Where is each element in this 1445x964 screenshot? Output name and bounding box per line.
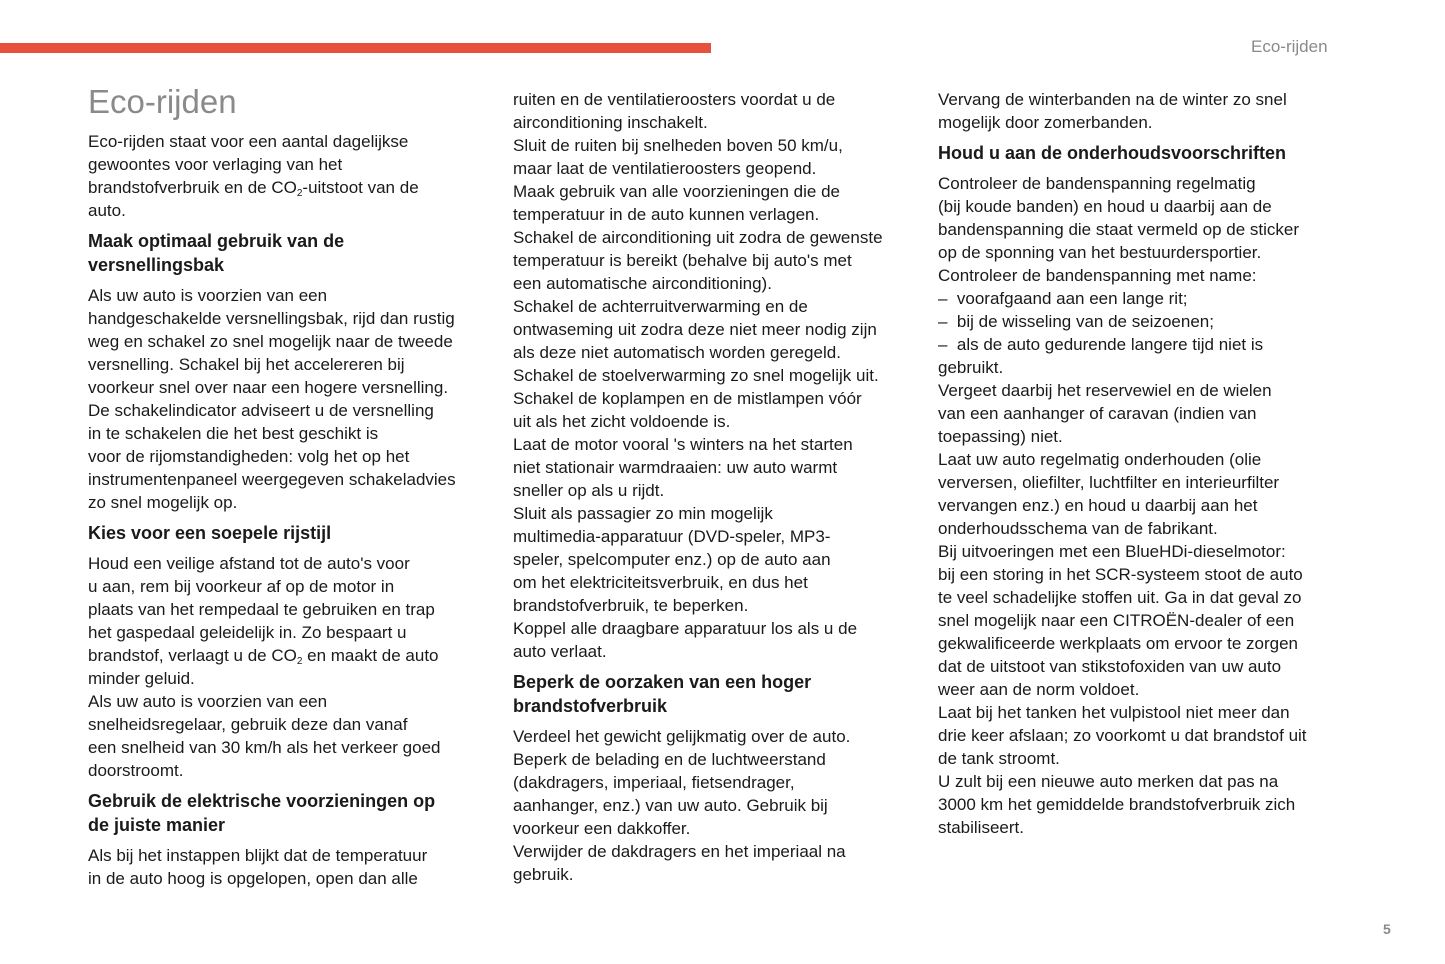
consumption-paragraph-continued xyxy=(938,88,1343,134)
text-line: voor de rijomstandigheden: volg het op het xyxy=(88,447,410,466)
text-line: sneller op als u rijdt. xyxy=(513,481,665,500)
text-line: niet stationair warmdraaien: uw auto warmt xyxy=(513,458,838,477)
section-heading-maintenance: Houd u aan de onderhoudsvoorschriften xyxy=(938,143,1287,163)
text-line: Laat uw auto regelmatig onderhouden (olie xyxy=(938,450,1262,469)
text-line: Beperk de belading en de luchtweerstand xyxy=(513,750,826,769)
text-line: mogelijk door zomerbanden. xyxy=(938,113,1153,132)
text-line: plaats van het rempedaal te gebruiken en trap xyxy=(88,600,435,619)
text-line: brandstof, verlaagt u de CO xyxy=(88,646,297,665)
text-line: maar laat de ventilatieroosters geopend. xyxy=(513,159,817,178)
text-line: versnelling. Schakel bij het accelereren bij xyxy=(88,355,405,374)
text-line: Schakel de stoelverwarming zo snel mogelijk uit. xyxy=(513,366,879,385)
text-line: zo snel mogelijk op. xyxy=(88,493,238,512)
text-line: minder geluid. xyxy=(88,669,195,688)
text-line: Controleer de bandenspanning met name: xyxy=(938,266,1257,285)
text-line: handgeschakelde versnellingsbak, rijd dan rustig xyxy=(88,309,455,328)
intro-line: brandstofverbruik en de CO xyxy=(88,178,297,197)
column-1 xyxy=(88,83,488,890)
text-line: Als uw auto is voorzien van een xyxy=(88,692,328,711)
text-line: van een aanhanger of caravan (indien van xyxy=(938,404,1257,423)
smooth-driving-paragraph xyxy=(88,552,488,782)
intro-line: Eco-rijden staat voor een aantal dagelijkse xyxy=(88,132,409,151)
maintenance-paragraph xyxy=(938,172,1343,839)
text-line: Vergeet daarbij het reservewiel en de wielen xyxy=(938,381,1272,400)
list-item: – als de auto gedurende langere tijd niet is xyxy=(938,335,1264,354)
text-line: bandenspanning die staat vermeld op de sticker xyxy=(938,220,1300,239)
section-heading-electric: Gebruik de elektrische voorzieningen op de juiste manier xyxy=(88,791,436,835)
text-line: ontwaseming uit zodra deze niet meer nodig zijn xyxy=(513,320,877,339)
intro-line: auto. xyxy=(88,201,126,220)
co2-subscript: 2 xyxy=(296,656,303,667)
text-line: drie keer afslaan; zo voorkomt u dat brandstof uit xyxy=(938,726,1307,745)
text-line: Als uw auto is voorzien van een xyxy=(88,286,328,305)
column-3 xyxy=(938,88,1343,839)
text-line: het gaspedaal geleidelijk in. Zo bespaart u xyxy=(88,623,407,642)
text-line: onderhoudsschema van de fabrikant. xyxy=(938,519,1218,538)
text-line: auto verlaat. xyxy=(513,642,607,661)
text-line: gebruik. xyxy=(513,865,574,884)
text-line: gebruikt. xyxy=(938,358,1004,377)
text-line: Controleer de bandenspanning regelmatig xyxy=(938,174,1256,193)
text-line: u aan, rem bij voorkeur af op de motor in xyxy=(88,577,395,596)
text-line: in de auto hoog is opgelopen, open dan alle xyxy=(88,869,418,888)
text-line: Koppel alle draagbare apparatuur los als u de xyxy=(513,619,858,638)
text-line: toepassing) niet. xyxy=(938,427,1063,446)
column-2 xyxy=(513,88,917,886)
text-line: airconditioning inschakelt. xyxy=(513,113,708,132)
text-line: multimedia-apparatuur (DVD-speler, MP3- xyxy=(513,527,831,546)
text-line: ruiten en de ventilatieroosters voordat u de xyxy=(513,90,836,109)
text-line: Verdeel het gewicht gelijkmatig over de auto. xyxy=(513,727,851,746)
text-line: De schakelindicator adviseert u de versnelling xyxy=(88,401,434,420)
text-line: Houd een veilige afstand tot de auto's voor xyxy=(88,554,410,573)
text-line: Laat de motor vooral 's winters na het starten xyxy=(513,435,853,454)
text-line: brandstofverbruik, te beperken. xyxy=(513,596,749,615)
text-line: Sluit als passagier zo min mogelijk xyxy=(513,504,773,523)
list-item: – voorafgaand aan een lange rit; xyxy=(938,289,1188,308)
header-section-title: Eco-rijden xyxy=(1251,37,1328,56)
text-line: de tank stroomt. xyxy=(938,749,1060,768)
page-title: Eco-rijden xyxy=(88,83,237,120)
text-line: dat de uitstoot van stikstofoxiden van uw auto xyxy=(938,657,1282,676)
text-line: in te schakelen die het best geschikt is xyxy=(88,424,379,443)
co2-subscript: 2 xyxy=(296,188,303,199)
text-line: bij een storing in het SCR-systeem stoot de auto xyxy=(938,565,1303,584)
consumption-paragraph xyxy=(513,725,917,886)
section-heading-gearbox: Maak optimaal gebruik van de versnellingsbak xyxy=(88,231,345,275)
text-line: een snelheid van 30 km/h als het verkeer goed xyxy=(88,738,441,757)
text-line: U zult bij een nieuwe auto merken dat pas na xyxy=(938,772,1279,791)
text-line: (bij koude banden) en houd u daarbij aan de xyxy=(938,197,1272,216)
text-line: stabiliseert. xyxy=(938,818,1024,837)
text-line: temperatuur in de auto kunnen verlagen. xyxy=(513,205,820,224)
section-heading-smooth-driving: Kies voor een soepele rijstijl xyxy=(88,523,332,543)
text-line: Sluit de ruiten bij snelheden boven 50 km/u, xyxy=(513,136,843,155)
text-line: instrumentenpaneel weergegeven schakeladvies xyxy=(88,470,456,489)
header-accent-bar xyxy=(0,43,711,53)
text-line: Vervang de winterbanden na de winter zo snel xyxy=(938,90,1287,109)
text-line: als deze niet automatisch worden geregeld. xyxy=(513,343,841,362)
text-line: weg en schakel zo snel mogelijk naar de tweede xyxy=(88,332,453,351)
text-line: om het elektriciteitsverbruik, en dus het xyxy=(513,573,808,592)
intro-line: -uitstoot van de xyxy=(302,178,419,197)
text-line: snel mogelijk naar een CITROËN-dealer of een xyxy=(938,611,1295,630)
text-line: Laat bij het tanken het vulpistool niet meer dan xyxy=(938,703,1290,722)
text-line: voorkeur een dakkoffer. xyxy=(513,819,691,838)
intro-paragraph xyxy=(88,130,488,222)
text-line: vervangen enz.) en houd u daarbij aan het xyxy=(938,496,1258,515)
text-line: Bij uitvoeringen met een BlueHDi-dieselmotor: xyxy=(938,542,1286,561)
text-line: 3000 km het gemiddelde brandstofverbruik zich xyxy=(938,795,1296,814)
text-line: op de sponning van het bestuurdersportier. xyxy=(938,243,1262,262)
text-line: en maakt de auto xyxy=(302,646,439,665)
text-line: Schakel de achterruitverwarming en de xyxy=(513,297,808,316)
electric-paragraph-continued xyxy=(513,88,917,663)
text-line: Als bij het instappen blijkt dat de temperatuur xyxy=(88,846,428,865)
text-line: (dakdragers, imperiaal, fietsendrager, xyxy=(513,773,795,792)
list-item: – bij de wisseling van de seizoenen; xyxy=(938,312,1214,331)
text-line: snelheidsregelaar, gebruik deze dan vanaf xyxy=(88,715,408,734)
intro-line: gewoontes voor verlaging van het xyxy=(88,155,343,174)
gearbox-paragraph xyxy=(88,284,488,514)
text-line: voorkeur snel over naar een hogere versnelling. xyxy=(88,378,449,397)
text-line: verversen, oliefilter, luchtfilter en interieurfilter xyxy=(938,473,1280,492)
text-line: Schakel de koplampen en de mistlampen vóór xyxy=(513,389,862,408)
text-line: een automatische airconditioning). xyxy=(513,274,772,293)
text-line: uit als het zicht voldoende is. xyxy=(513,412,731,431)
text-line: weer aan de norm voldoet. xyxy=(938,680,1140,699)
section-heading-consumption: Beperk de oorzaken van een hoger brandstofverbruik xyxy=(513,672,812,716)
page-number: 5 xyxy=(1383,921,1391,937)
text-line: Maak gebruik van alle voorzieningen die de xyxy=(513,182,840,201)
text-line: doorstroomt. xyxy=(88,761,184,780)
text-line: Schakel de airconditioning uit zodra de gewenste xyxy=(513,228,883,247)
text-line: speler, spelcomputer enz.) op de auto aan xyxy=(513,550,831,569)
text-line: te veel schadelijke stoffen uit. Ga in dat geval zo xyxy=(938,588,1302,607)
text-line: gekwalificeerde werkplaats om ervoor te zorgen xyxy=(938,634,1299,653)
text-line: Verwijder de dakdragers en het imperiaal na xyxy=(513,842,846,861)
electric-paragraph-start xyxy=(88,844,488,890)
text-line: temperatuur is bereikt (behalve bij auto's met xyxy=(513,251,852,270)
text-line: aanhanger, enz.) van uw auto. Gebruik bij xyxy=(513,796,828,815)
